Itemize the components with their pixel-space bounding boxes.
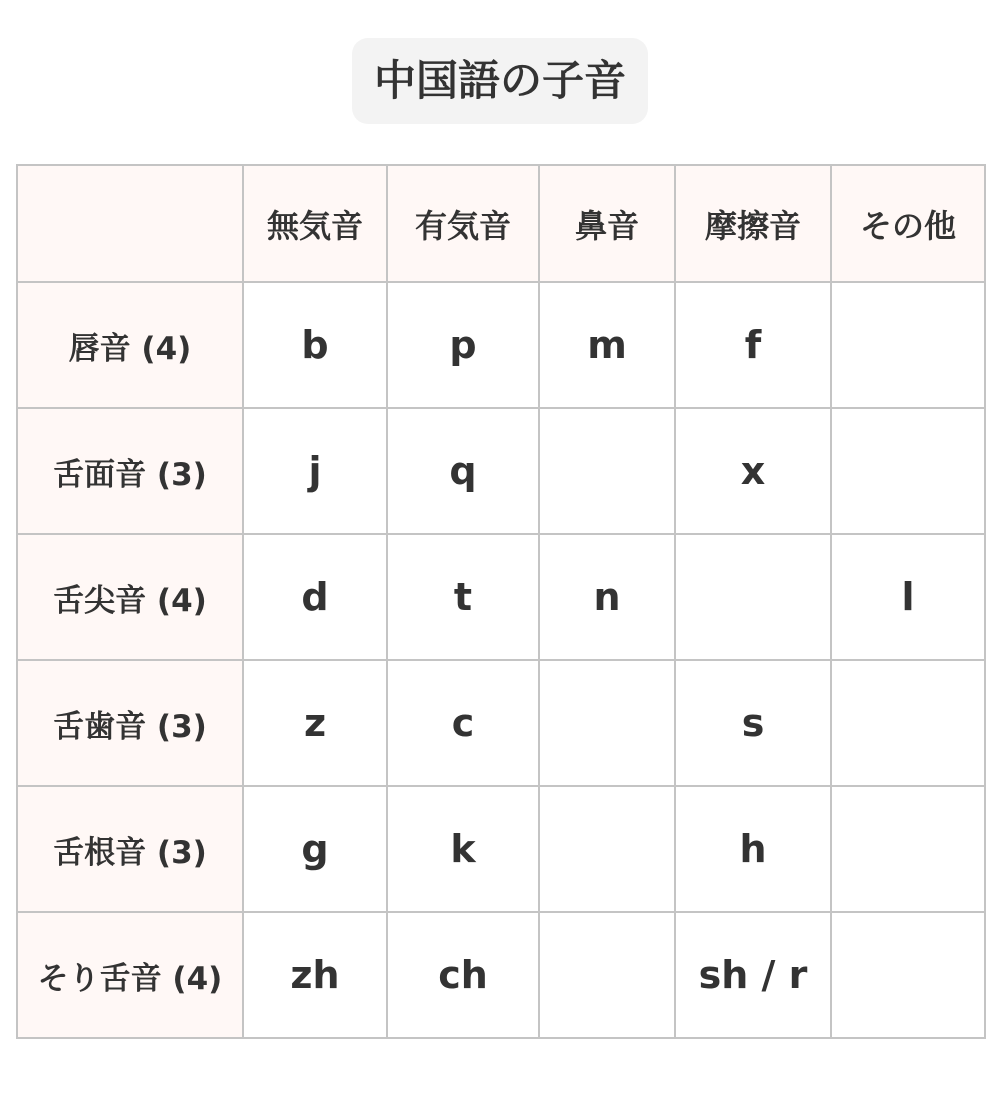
table-cell: h <box>675 786 831 912</box>
table-cell <box>831 282 985 408</box>
table-cell <box>675 534 831 660</box>
row-header-dental: 舌歯音 (3) <box>17 660 243 786</box>
row-header-labial: 唇音 (4) <box>17 282 243 408</box>
table-cell <box>539 660 675 786</box>
table-row <box>17 660 985 786</box>
table-row <box>17 534 985 660</box>
table-cell <box>539 408 675 534</box>
table-cell: sh / r <box>675 912 831 1038</box>
page-title: 中国語の子音 <box>352 38 648 124</box>
table-cell: b <box>243 282 387 408</box>
table-cell: c <box>387 660 539 786</box>
table-cell: s <box>675 660 831 786</box>
table-cell: t <box>387 534 539 660</box>
table-cell: m <box>539 282 675 408</box>
column-header-other: その他 <box>831 165 985 282</box>
table-cell <box>539 912 675 1038</box>
table-row <box>17 408 985 534</box>
row-header-retroflex: そり舌音 (4) <box>17 912 243 1038</box>
column-header-aspirated: 有気音 <box>387 165 539 282</box>
table-cell: f <box>675 282 831 408</box>
table-cell: ch <box>387 912 539 1038</box>
row-header-velar: 舌根音 (3) <box>17 786 243 912</box>
table-cell <box>831 660 985 786</box>
table-cell: q <box>387 408 539 534</box>
consonant-table <box>16 164 986 1039</box>
row-header-palatal: 舌面音 (3) <box>17 408 243 534</box>
table-cell: x <box>675 408 831 534</box>
table-row <box>17 786 985 912</box>
row-header-apical: 舌尖音 (4) <box>17 534 243 660</box>
column-header-fricative: 摩擦音 <box>675 165 831 282</box>
table-cell: g <box>243 786 387 912</box>
table-cell: d <box>243 534 387 660</box>
table-cell: zh <box>243 912 387 1038</box>
table-row <box>17 912 985 1038</box>
title-wrapper <box>0 38 1000 124</box>
table-cell: p <box>387 282 539 408</box>
table-cell: l <box>831 534 985 660</box>
table-corner-cell <box>17 165 243 282</box>
table-header-row <box>17 165 985 282</box>
table-cell <box>831 912 985 1038</box>
table-cell: j <box>243 408 387 534</box>
table-row <box>17 282 985 408</box>
table-cell <box>831 786 985 912</box>
column-header-unaspirated: 無気音 <box>243 165 387 282</box>
table-cell: n <box>539 534 675 660</box>
table-cell: z <box>243 660 387 786</box>
table-cell: k <box>387 786 539 912</box>
table-cell <box>539 786 675 912</box>
table-cell <box>831 408 985 534</box>
column-header-nasal: 鼻音 <box>539 165 675 282</box>
